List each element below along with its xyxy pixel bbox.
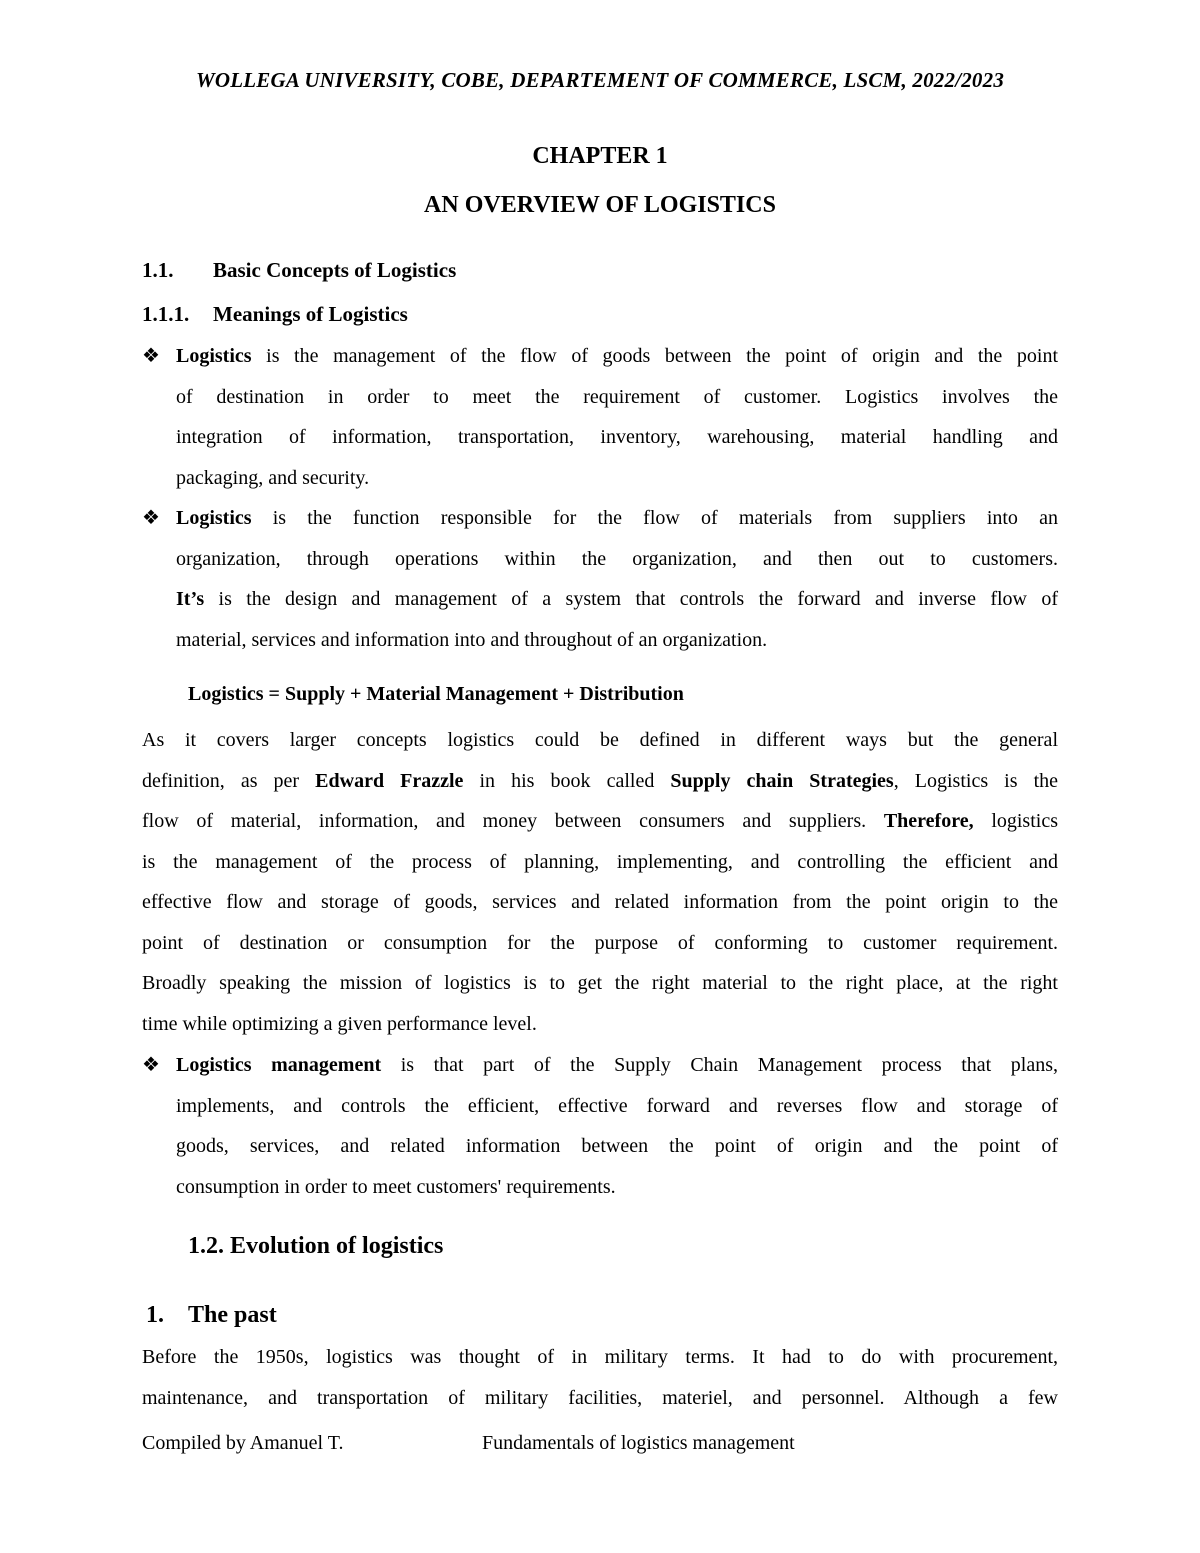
text-line: maintenance, and transportation of military facilities, materiel, and personnel. Although a few <box>142 1386 1058 1409</box>
text-line: of destination in order to meet the requirement of customer. Logistics involves the <box>176 385 1058 408</box>
bullet-definition-2 <box>176 498 1058 660</box>
text-line: point of destination or consumption for the purpose of conforming to customer requirement. <box>142 931 1058 954</box>
text-line: consumption in order to meet customers' requirements. <box>176 1175 616 1198</box>
definition-paragraph <box>142 720 1058 1044</box>
text-line: in his book called <box>463 769 671 792</box>
bullet-term: Logistics management <box>176 1054 382 1076</box>
text-line: is the design and management of a system that controls the forward and inverse flow of <box>204 588 1058 610</box>
text-line: packaging, and security. <box>176 466 370 489</box>
text-line: As it covers larger concepts logistics could be defined in different ways but the general <box>142 729 1058 751</box>
bullet-term: It’s <box>176 588 205 610</box>
page-header: WOLLEGA UNIVERSITY, COBE, DEPARTEMENT OF COMMERCE, LSCM, 2022/2023 <box>195 68 1005 92</box>
item-1-title: The past <box>188 1302 277 1328</box>
text-line: is that part of the Supply Chain Management process that plans, <box>381 1054 1059 1076</box>
text-line: definition, as per <box>142 769 316 792</box>
text-line: effective flow and storage of goods, services and related information from the point origin to the <box>142 891 1058 913</box>
bold-word: Therefore, <box>883 810 974 832</box>
bullet-term: Logistics <box>176 345 252 367</box>
diamond-bullet-icon: ❖ <box>142 345 160 367</box>
text-line: implements, and controls the efficient, effective forward and reverses flow and storage of <box>176 1094 1058 1117</box>
section-1-1-number: 1.1. <box>142 258 174 282</box>
section-1-2-heading: 1.2. Evolution of logistics <box>188 1233 444 1259</box>
book-title: Supply chain Strategies <box>670 769 894 792</box>
text-line: flow of material, information, and money between consumers and suppliers. <box>142 810 884 832</box>
section-1-1-1-title: Meanings of Logistics <box>213 302 408 326</box>
bullet-term: Logistics <box>176 507 252 529</box>
author-name: Edward Frazzle <box>315 769 464 792</box>
text-line: is the management of the flow of goods between the point of origin and the point <box>251 345 1058 367</box>
text-line: logistics <box>973 810 1058 832</box>
logistics-formula: Logistics = Supply + Material Management + Distribution <box>188 683 684 705</box>
text-line: Broadly speaking the mission of logistics is to get the right material to the right place, at the right <box>142 972 1058 994</box>
past-paragraph <box>142 1337 1058 1418</box>
bullet-definition-3 <box>176 1045 1058 1207</box>
text-line: time while optimizing a given performance level. <box>142 1012 537 1035</box>
chapter-number: CHAPTER 1 <box>532 143 668 169</box>
footer-course-title: Fundamentals of logistics management <box>482 1432 795 1454</box>
section-1-1-1-number: 1.1.1. <box>142 302 190 326</box>
text-line: is the management of the process of planning, implementing, and controlling the efficient and <box>142 850 1058 873</box>
text-line: is the function responsible for the flow of materials from suppliers into an <box>251 507 1058 529</box>
text-line: organization, through operations within the organization, and then out to customers. <box>176 547 1058 570</box>
text-line: goods, services, and related information between the point of origin and the point of <box>176 1135 1058 1157</box>
text-line: , Logistics is the <box>893 769 1059 792</box>
footer-author: Compiled by Amanuel T. <box>142 1432 344 1454</box>
section-1-1-title: Basic Concepts of Logistics <box>213 258 457 282</box>
bullet-definition-1 <box>176 336 1058 498</box>
text-line: material, services and information into and throughout of an organization. <box>176 628 768 651</box>
diamond-bullet-icon: ❖ <box>142 507 160 529</box>
diamond-bullet-icon: ❖ <box>142 1054 160 1076</box>
text-line: integration of information, transportation, inventory, warehousing, material handling and <box>176 426 1058 448</box>
chapter-title: AN OVERVIEW OF LOGISTICS <box>424 192 776 218</box>
item-1-number: 1. <box>146 1302 164 1328</box>
text-line: Before the 1950s, logistics was thought of in military terms. It had to do with procurement, <box>142 1346 1058 1368</box>
